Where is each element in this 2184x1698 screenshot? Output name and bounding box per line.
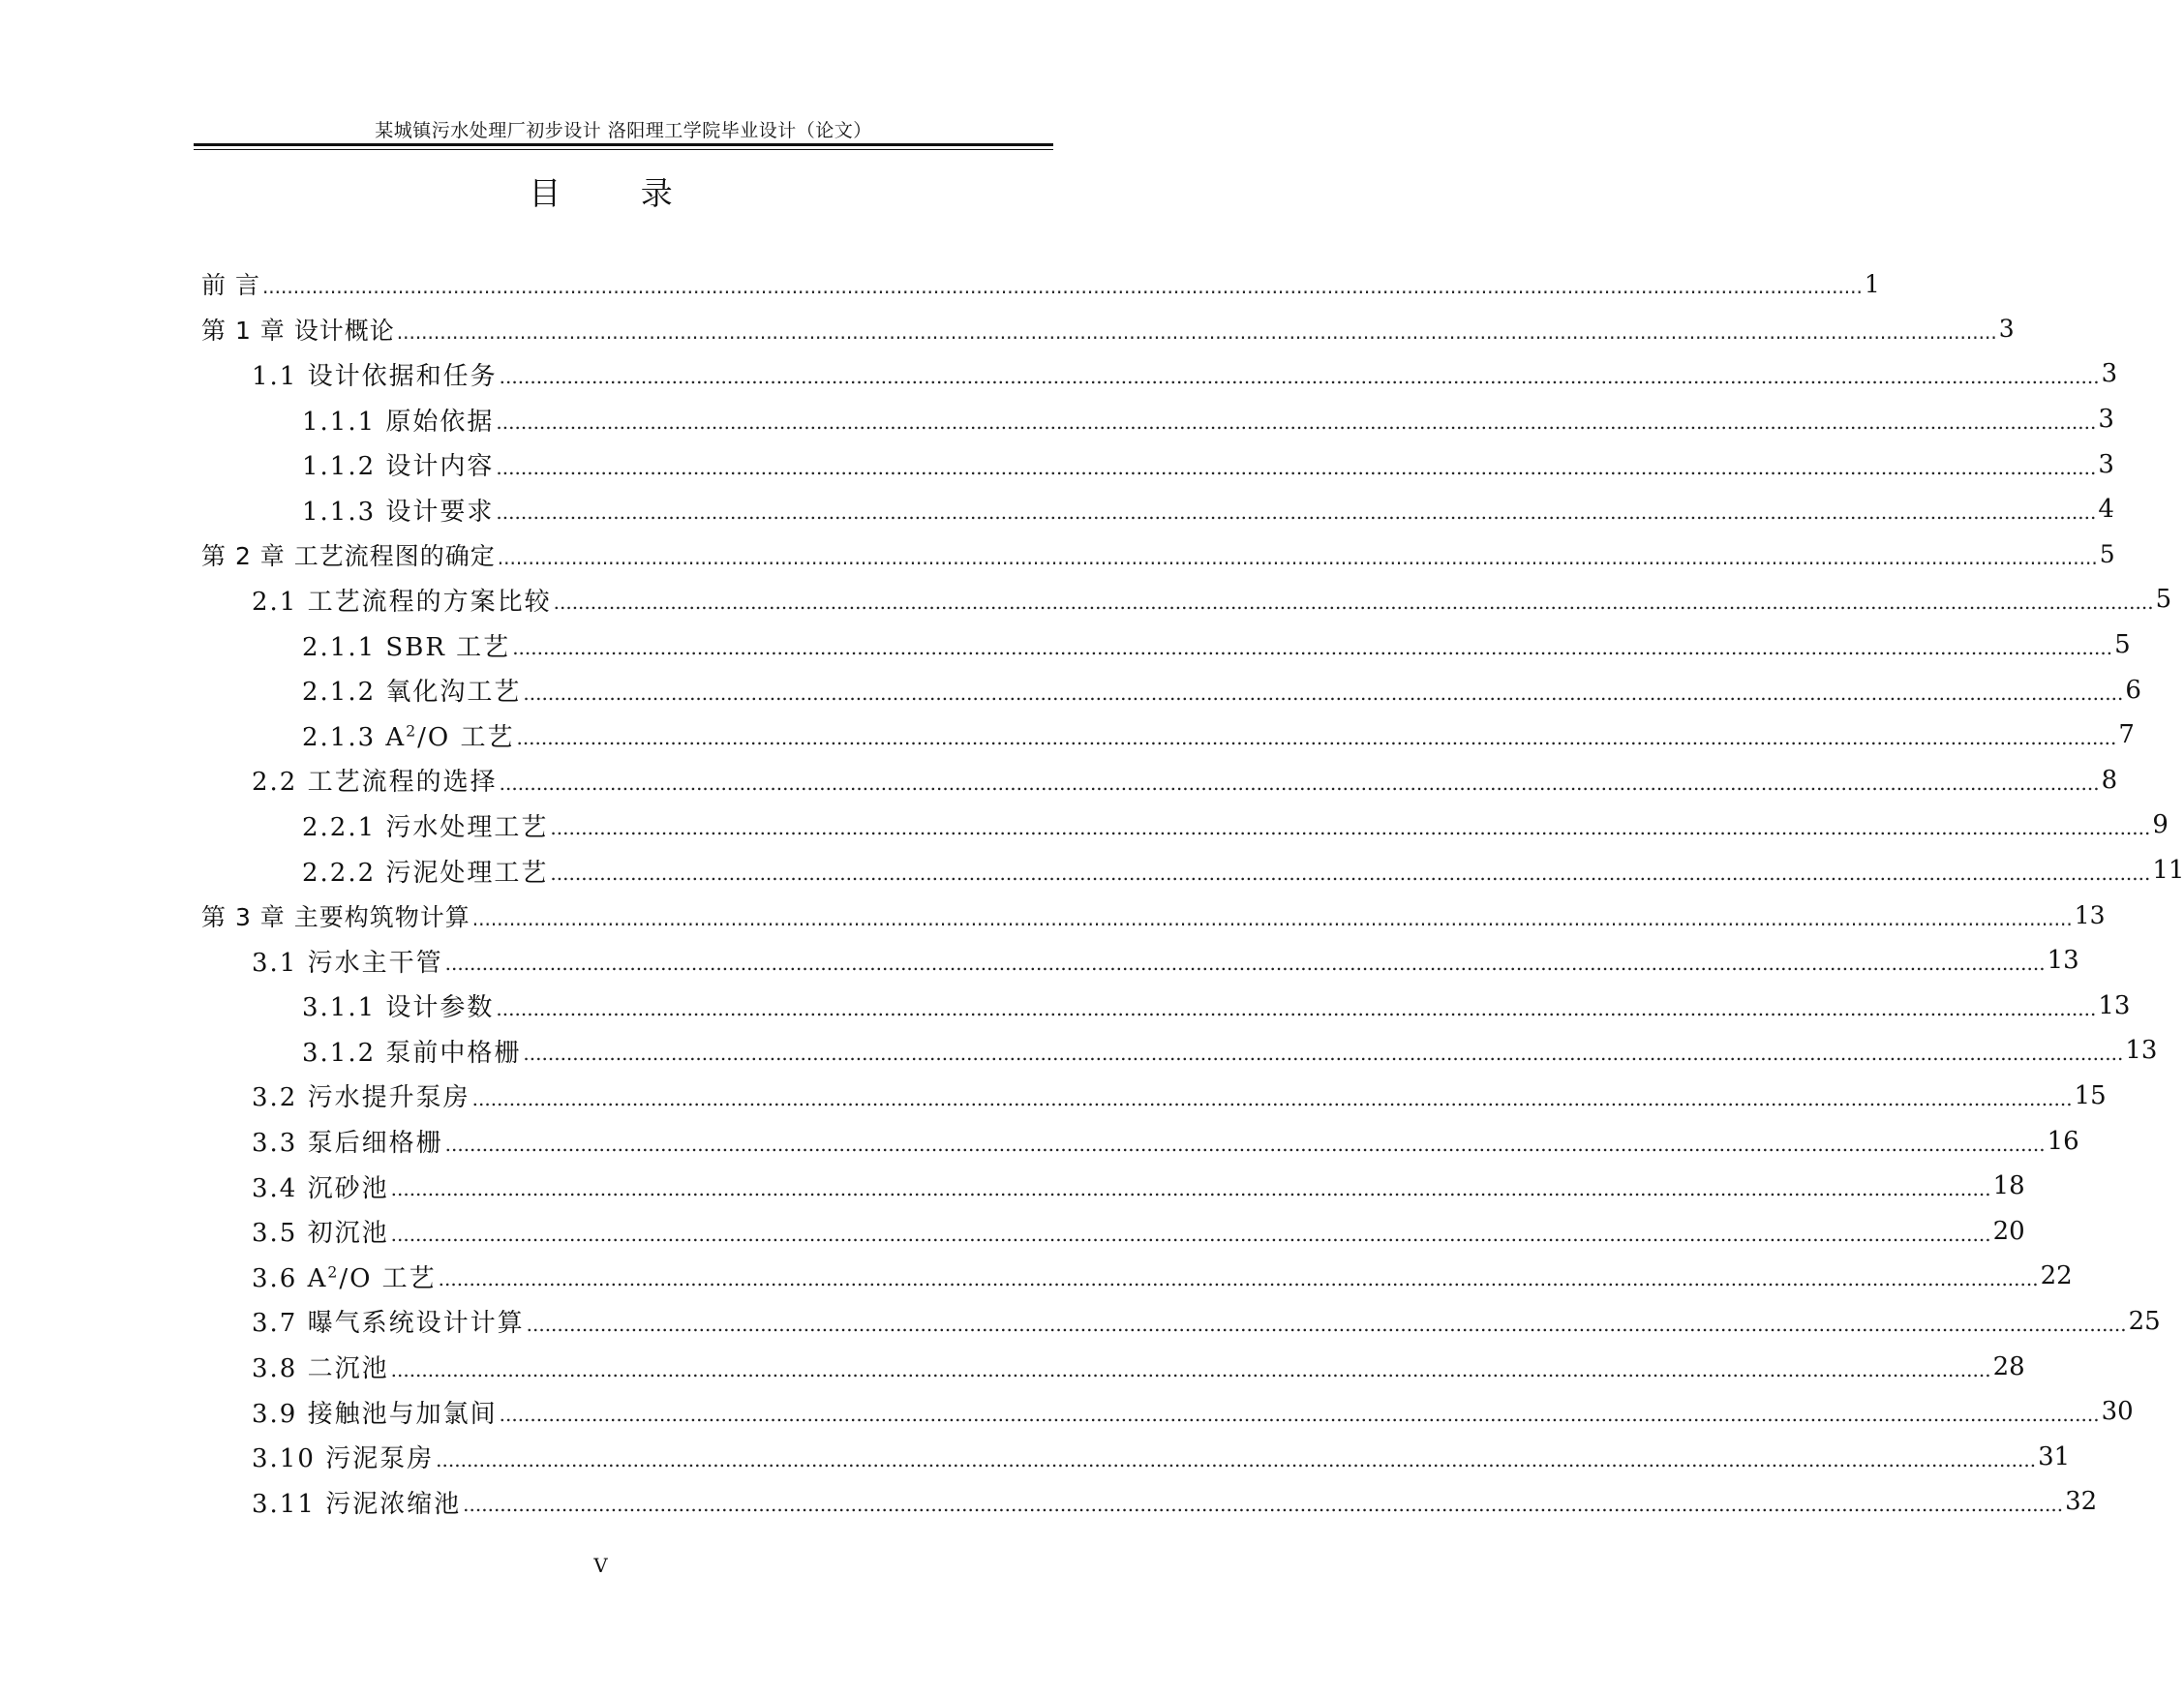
dot-leader: ....................................................................................................................................................................................................................................................................	[550, 816, 2151, 840]
toc-entry-label-text: 3.10 污泥泵房	[252, 1444, 435, 1474]
toc-entry[interactable]	[201, 397, 2114, 442]
toc-entry-label-text: 3.1.1 设计参数	[302, 993, 495, 1023]
toc-entry-label	[201, 898, 470, 933]
toc-entry-label-text: 2.2.1 污水处理工艺	[302, 812, 549, 842]
dot-leader: ....................................................................................................................................................................................................................................................................	[523, 1042, 2124, 1066]
toc-entry[interactable]	[201, 307, 2015, 352]
toc-entry-label-text: 3.6 A	[252, 1263, 328, 1293]
toc-entry[interactable]	[201, 1479, 2098, 1525]
toc-entry[interactable]	[201, 893, 2106, 938]
toc-entry-label	[252, 1258, 437, 1294]
dot-leader: ....................................................................................................................................................................................................................................................................	[471, 1086, 2073, 1110]
toc-entry-page: 20	[1992, 1216, 2025, 1246]
toc-entry-label	[252, 1168, 389, 1204]
toc-entry-label-text: 1.1 设计依据和任务	[252, 361, 498, 391]
toc-entry[interactable]	[201, 1254, 2073, 1299]
dot-leader: ....................................................................................................................................................................................................................................................................	[496, 500, 2097, 525]
superscript: 2	[327, 1263, 340, 1282]
toc-entry-label-text: 3.3 泵后细格栅	[252, 1129, 443, 1159]
toc-entry-label-text: 2.1 工艺流程的方案比较	[252, 587, 552, 617]
dot-leader: ....................................................................................................................................................................................................................................................................	[496, 455, 2097, 479]
toc-entry-page: 7	[2118, 720, 2135, 750]
toc-entry-page: 3	[1998, 315, 2015, 344]
dot-leader: ....................................................................................................................................................................................................................................................................	[550, 862, 2151, 886]
dot-leader: ....................................................................................................................................................................................................................................................................	[444, 1132, 2046, 1156]
toc-entry-label-text: 3.5 初沉池	[252, 1219, 389, 1249]
toc-entry[interactable]	[201, 622, 2131, 668]
toc-entry[interactable]	[201, 758, 2118, 804]
toc-entry-page: 13	[2098, 990, 2131, 1020]
toc-entry[interactable]	[201, 1434, 2071, 1479]
toc-entry[interactable]	[201, 1164, 2025, 1209]
toc-entry-page: 28	[1992, 1351, 2025, 1381]
toc-entry[interactable]	[201, 532, 2115, 578]
running-header: 某城镇污水处理厂初步设计 洛阳理工学院毕业设计（论文）	[375, 120, 872, 141]
toc-entry-label	[252, 1484, 461, 1520]
toc-entry-label-text: 2.2.2 污泥处理工艺	[302, 858, 549, 888]
toc-entry-page: 11	[2152, 856, 2184, 886]
dot-leader: ....................................................................................................................................................................................................................................................................	[471, 906, 2073, 930]
toc-entry-label	[252, 1123, 443, 1159]
toc-entry-label-text: 第 1 章 设计概论	[201, 316, 395, 345]
dot-leader: ....................................................................................................................................................................................................................................................................	[438, 1267, 2039, 1291]
dot-leader: ....................................................................................................................................................................................................................................................................	[496, 996, 2097, 1020]
toc-entry[interactable]	[201, 577, 2172, 622]
toc-entry-label-text: 2.2 工艺流程的选择	[252, 768, 498, 798]
toc-entry-page: 31	[2038, 1441, 2071, 1471]
toc-title: 目 录	[529, 174, 708, 212]
superscript: 2	[406, 722, 418, 741]
toc-entry-label	[302, 627, 510, 663]
toc-entry-label	[252, 356, 498, 392]
dot-leader: ....................................................................................................................................................................................................................................................................	[261, 275, 1863, 299]
toc-entry[interactable]	[201, 1389, 2134, 1435]
dot-leader: ....................................................................................................................................................................................................................................................................	[444, 952, 2046, 976]
toc-entry-label	[302, 672, 521, 708]
toc-entry[interactable]	[201, 713, 2135, 758]
toc-entry-page: 18	[1992, 1171, 2025, 1201]
toc-entry-page: 9	[2152, 810, 2169, 840]
toc-entry-label	[302, 446, 494, 482]
toc-entry-label-text: 前 言	[201, 271, 260, 300]
dot-leader: ....................................................................................................................................................................................................................................................................	[553, 591, 2154, 615]
toc-entry-label	[252, 1077, 470, 1113]
toc-entry[interactable]	[201, 848, 2184, 894]
toc-entry-label-text: 第 3 章 主要构筑物计算	[201, 902, 470, 931]
toc-entry[interactable]	[201, 938, 2079, 984]
toc-entry-label-text: 第 2 章 工艺流程图的确定	[201, 541, 496, 570]
toc-entry-page: 32	[2065, 1487, 2098, 1517]
toc-entry[interactable]	[201, 1299, 2161, 1345]
toc-entry-label-suffix: /O 工艺	[339, 1263, 437, 1293]
dot-leader: ....................................................................................................................................................................................................................................................................	[436, 1447, 2037, 1471]
toc-entry-page: 3	[2101, 359, 2118, 389]
toc-entry[interactable]	[201, 1344, 2025, 1389]
dot-leader: ....................................................................................................................................................................................................................................................................	[523, 681, 2124, 705]
dot-leader: ....................................................................................................................................................................................................................................................................	[499, 1403, 2100, 1427]
toc-entry-label	[252, 762, 498, 798]
toc-entry-page: 5	[2099, 540, 2115, 569]
toc-entry-page: 3	[2098, 449, 2114, 479]
dot-leader: ....................................................................................................................................................................................................................................................................	[396, 319, 1997, 344]
toc-entry-label	[302, 1033, 521, 1069]
toc-entry-label-text: 3.9 接触池与加氯间	[252, 1399, 498, 1429]
toc-entry-label	[302, 402, 494, 438]
toc-entry-label-text: 3.4 沉砂池	[252, 1173, 389, 1203]
toc-entry-page: 16	[2047, 1126, 2079, 1156]
toc-entry-page: 4	[2098, 495, 2114, 525]
toc-entry[interactable]	[201, 667, 2141, 713]
toc-entry-label	[252, 582, 552, 618]
dot-leader: ....................................................................................................................................................................................................................................................................	[499, 771, 2100, 795]
toc-entry-label-text: 3.7 曝气系统设计计算	[252, 1309, 525, 1339]
toc-entry-page: 22	[2040, 1261, 2073, 1291]
dot-leader: ....................................................................................................................................................................................................................................................................	[390, 1222, 1991, 1246]
toc-entry-page: 15	[2074, 1080, 2107, 1110]
table-of-contents	[201, 261, 2184, 1525]
toc-entry-page: 25	[2128, 1306, 2161, 1336]
dot-leader: ....................................................................................................................................................................................................................................................................	[496, 410, 2097, 435]
dot-leader: ....................................................................................................................................................................................................................................................................	[390, 1177, 1991, 1201]
toc-entry-page: 1	[1864, 269, 1880, 298]
toc-entry-label	[302, 492, 494, 528]
toc-entry-label-text: 3.1.2 泵前中格栅	[302, 1038, 522, 1068]
toc-entry[interactable]	[201, 984, 2131, 1029]
toc-entry-label-suffix: /O 工艺	[417, 722, 515, 752]
dot-leader: ....................................................................................................................................................................................................................................................................	[516, 726, 2117, 750]
toc-entry[interactable]	[201, 1074, 2107, 1119]
toc-entry-label	[252, 1439, 434, 1474]
page-number: V	[593, 1554, 608, 1577]
header-rule-thick	[194, 143, 1053, 146]
toc-entry-page: 13	[2125, 1036, 2158, 1066]
toc-entry-label	[302, 807, 548, 843]
toc-entry-label	[302, 987, 494, 1023]
toc-entry[interactable]	[201, 1208, 2025, 1254]
toc-entry-label-text: 3.1 污水主干管	[252, 948, 443, 978]
toc-entry-label-text: 2.1.1 SBR 工艺	[302, 632, 511, 662]
toc-entry[interactable]	[201, 351, 2118, 397]
toc-entry-label-text: 3.8 二沉池	[252, 1354, 389, 1384]
header-rule-thin	[194, 149, 1053, 150]
dot-leader: ....................................................................................................................................................................................................................................................................	[512, 636, 2113, 660]
toc-entry-label	[252, 1394, 498, 1430]
toc-entry-label	[252, 1303, 525, 1339]
toc-entry-page: 13	[2047, 946, 2079, 976]
toc-entry[interactable]	[201, 1118, 2079, 1164]
toc-entry[interactable]	[201, 441, 2114, 487]
dot-leader: ....................................................................................................................................................................................................................................................................	[390, 1357, 1991, 1381]
toc-entry[interactable]	[201, 487, 2114, 532]
toc-entry-label-text: 1.1.1 原始依据	[302, 407, 495, 437]
toc-entry-label	[252, 1213, 389, 1249]
dot-leader: ....................................................................................................................................................................................................................................................................	[497, 545, 2098, 569]
toc-entry-page: 5	[2155, 585, 2172, 615]
toc-entry-label	[302, 853, 548, 889]
toc-entry-label-text: 1.1.3 设计要求	[302, 497, 495, 527]
toc-entry-label	[201, 312, 395, 347]
dot-leader: ....................................................................................................................................................................................................................................................................	[526, 1312, 2127, 1336]
toc-entry-label-text: 2.1.3 A	[302, 722, 407, 752]
toc-entry-page: 8	[2101, 765, 2118, 795]
toc-entry-label-text: 3.11 污泥浓缩池	[252, 1489, 462, 1519]
toc-entry-label	[302, 717, 514, 753]
toc-entry-label	[201, 266, 260, 301]
toc-entry[interactable]	[201, 261, 1880, 307]
toc-entry[interactable]	[201, 803, 2169, 848]
toc-entry[interactable]	[201, 1028, 2158, 1074]
toc-entry-label	[252, 1349, 389, 1384]
toc-entry-page: 30	[2101, 1397, 2134, 1427]
toc-entry-page: 13	[2074, 901, 2106, 930]
toc-entry-label	[201, 537, 496, 572]
toc-entry-page: 6	[2125, 675, 2141, 705]
toc-entry-label	[252, 943, 443, 979]
toc-entry-page: 3	[2098, 405, 2114, 435]
toc-entry-page: 5	[2114, 630, 2131, 660]
dot-leader: ....................................................................................................................................................................................................................................................................	[499, 365, 2100, 389]
toc-entry-label-text: 3.2 污水提升泵房	[252, 1083, 470, 1113]
toc-entry-label-text: 2.1.2 氧化沟工艺	[302, 678, 522, 708]
toc-entry-label-text: 1.1.2 设计内容	[302, 452, 495, 482]
dot-leader: ....................................................................................................................................................................................................................................................................	[463, 1493, 2064, 1517]
